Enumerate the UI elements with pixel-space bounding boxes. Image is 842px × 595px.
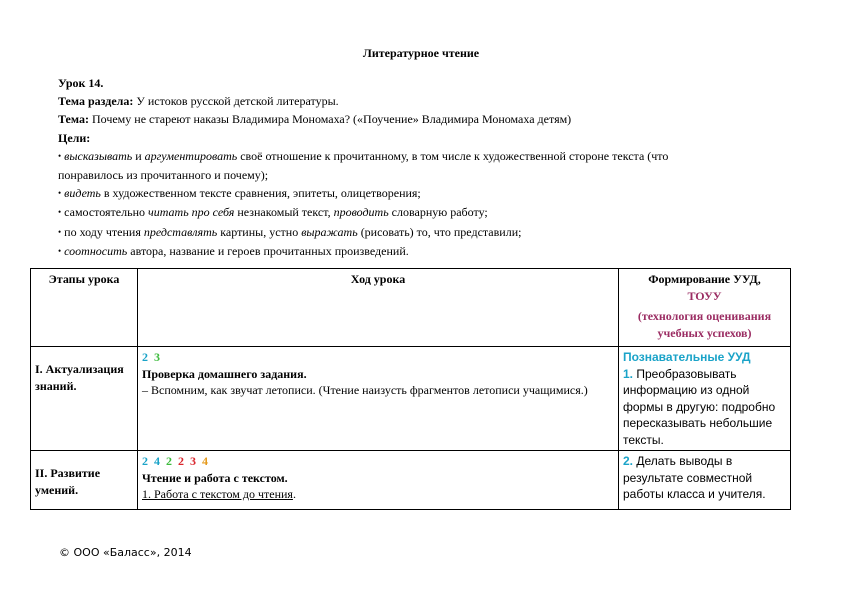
row2-subheading: 1. Работа с текстом до чтения. xyxy=(142,487,296,501)
uud-text-2: Делать выводы в результате совместной работы класса и учителя. xyxy=(623,454,766,501)
tech-label: (технология оценивания учебных успехов) xyxy=(637,309,772,340)
header-stages: Этапы урока xyxy=(31,269,138,347)
stage-1: I. Актуализация знаний. xyxy=(31,347,138,451)
goals-label: Цели: xyxy=(58,130,91,145)
num-badge: 4 xyxy=(154,454,160,468)
touu-label: ТОУУ xyxy=(687,288,722,303)
row1-heading: Проверка домашнего задания. xyxy=(142,366,307,381)
footer-copyright: © ООО «Баласс», 2014 xyxy=(59,546,192,559)
section-value: У истоков русской детской литературы. xyxy=(133,94,339,109)
uud-num-1: 1. xyxy=(623,366,634,381)
topic-label: Тема: xyxy=(58,112,89,127)
topic-value: Почему не стареют наказы Владимира Мономаха? («Поучение» Владимира Мономаха детям) xyxy=(88,112,572,127)
num-badge: 2 xyxy=(142,350,148,364)
goal-3: • самостоятельно читать про себя незнакомый текст, проводить словарную работу; xyxy=(58,203,798,222)
row2-nums xyxy=(142,453,614,470)
course-1 xyxy=(138,347,619,451)
row2-heading: Чтение и работа с текстом. xyxy=(142,470,288,485)
goal-4: • по ходу чтения представлять картины, устно выражать (рисовать) то, что представили; xyxy=(58,223,798,242)
uud-1 xyxy=(619,347,791,451)
section-label: Тема раздела: xyxy=(58,94,134,109)
lesson-table xyxy=(30,268,791,510)
num-badge: 4 xyxy=(202,454,208,468)
header-uud: Формирование УУД, ТОУУ (технология оценивания учебных успехов) xyxy=(619,269,791,347)
goal-2: • видеть в художественном тексте сравнения, эпитеты, олицетворения; xyxy=(58,184,798,203)
num-badge: 2 xyxy=(178,454,184,468)
table-row xyxy=(31,451,791,510)
table-header-row xyxy=(31,269,791,347)
num-badge: 2 xyxy=(142,454,148,468)
course-2 xyxy=(138,451,619,510)
num-badge: 3 xyxy=(190,454,196,468)
lesson-number: Урок 14. xyxy=(58,76,104,90)
page-title: Литературное чтение xyxy=(362,46,480,60)
goal-1-continued: понравилось из прочитанного и почему); xyxy=(58,168,269,183)
uud-title: Познавательные УУД xyxy=(623,350,751,364)
row1-text: – Вспомним, как звучат летописи. (Чтение наизусть фрагментов летописи учащимися.) xyxy=(142,383,588,397)
header-course: Ход урока xyxy=(138,269,619,347)
lesson-header xyxy=(58,74,798,261)
num-badge: 2 xyxy=(166,454,172,468)
stage-2: II. Развитие умений. xyxy=(31,451,138,510)
table-row xyxy=(31,347,791,451)
uud-2 xyxy=(619,451,791,510)
goal-5: • соотносить автора, название и героев прочитанных произведений. xyxy=(58,242,798,261)
uud-num-2: 2. xyxy=(623,454,634,468)
uud-text-1: Преобразовывать информацию из одной формы в другую: подробно пересказывать небольшие тексты. xyxy=(623,366,776,447)
goal-1: • высказывать и аргументировать своё отношение к прочитанному, в том числе к художественной стороне текста (что xyxy=(58,147,798,166)
row1-nums xyxy=(142,349,614,366)
num-badge: 3 xyxy=(154,350,160,364)
